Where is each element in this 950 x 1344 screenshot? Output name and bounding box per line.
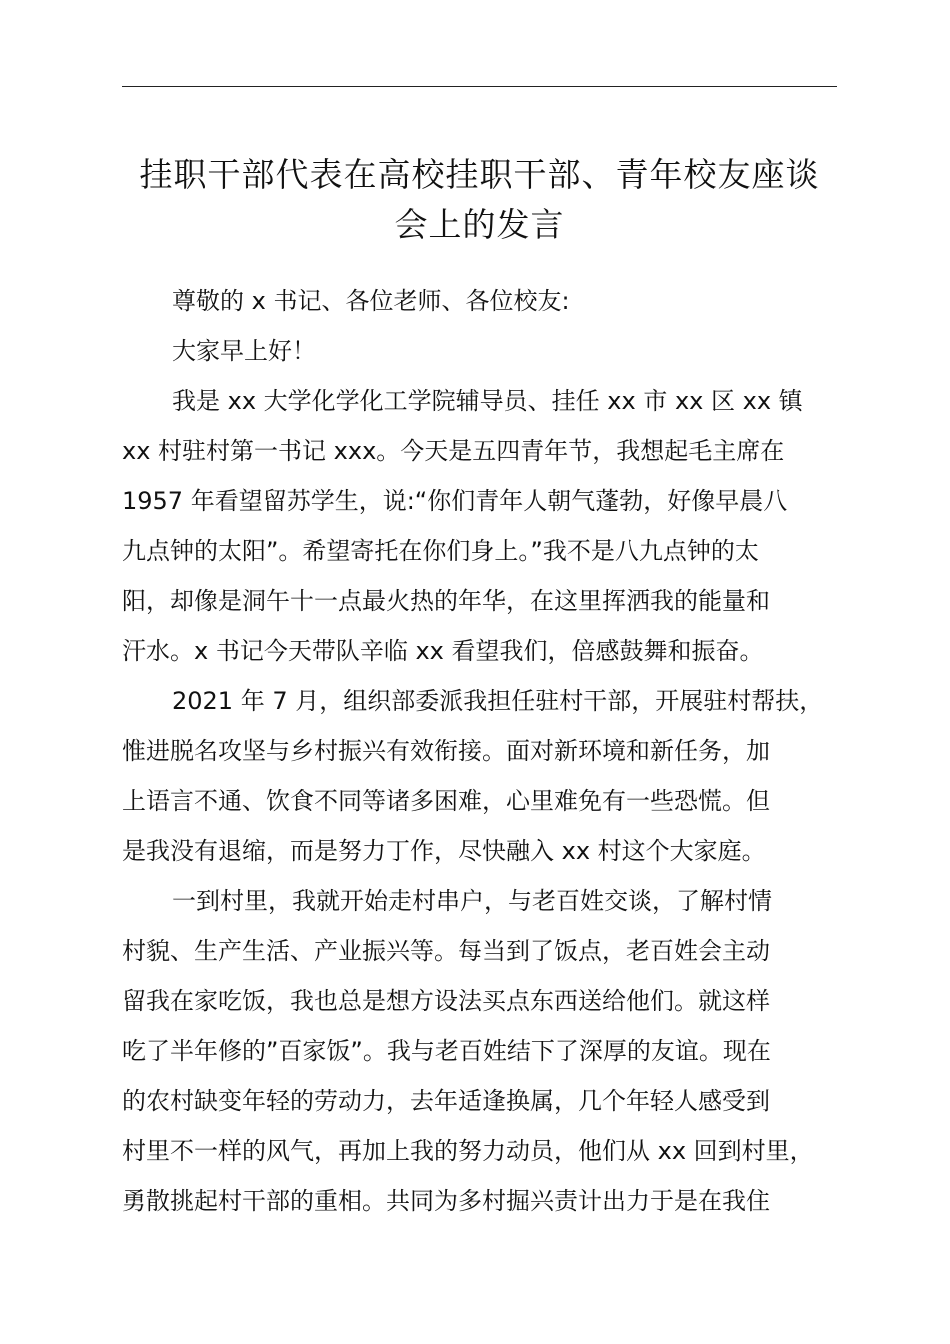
paragraph-line: 惟进脱名攻坚与乡村振兴有效衔接。面对新环境和新任务，加 (122, 737, 770, 765)
paragraph-line: xx 村驻村第一书记 xxx。今天是五四青年节，我想起毛主席在 (122, 437, 785, 465)
paragraph-line: 村貌、生产生活、产业振兴等。每当到了饭点，老百姓会主动 (122, 937, 770, 965)
paragraph-line: 我是 xx 大学化学化工学院辅导员、挂任 xx 市 xx 区 xx 镇 (172, 387, 803, 415)
paragraph-line: 阳，却像是洞午十一点最火热的年华，在这里挥洒我的能量和 (122, 587, 770, 615)
greeting: 大家早上好！ (172, 337, 316, 365)
paragraph-line: 九点钟的太阳”。希望寄托在你们身上。”我不是八九点钟的太 (122, 537, 759, 565)
paragraph-line: 的农村缺变年轻的劳动力，去年适逢换属，几个年轻人感受到 (122, 1087, 770, 1115)
paragraph-line: 一到村里，我就开始走村串户，与老百姓交谈，了解村情 (172, 887, 772, 915)
paragraph-line: 汗水。x 书记今天带队辛临 xx 看望我们，倍感鼓舞和振奋。 (122, 637, 764, 665)
paragraph-line: 2021 年 7 月，组织部委派我担任驻村干部，开展驻村帮扶， (172, 687, 824, 715)
document-title (122, 150, 837, 250)
title-line: 挂职干部代表在高校挂职干部、青年校友座谈 (139, 155, 820, 194)
paragraph-line: 村里不一样的风气，再加上我的努力动员，他们从 xx 回到村里， (122, 1137, 814, 1165)
paragraph-line: 上语言不通、饮食不同等诸多困难，心里难免有一些恐慌。但 (122, 787, 770, 815)
header-rule (122, 86, 837, 87)
paragraph-line: 是我没有退缩，而是努力丁作，尽快融入 xx 村这个大家庭。 (122, 837, 766, 865)
title-line: 会上的发言 (394, 205, 565, 244)
salutation: 尊敬的 x 书记、各位老师、各位校友: (172, 287, 570, 315)
paragraph-line: 吃了半年修的”百家饭”。我与老百姓结下了深厚的友谊。现在 (122, 1037, 771, 1065)
document-body (122, 276, 862, 1226)
paragraph-line: 1957 年看望留苏学生，说:“你们青年人朝气蓬勃，好像早晨八 (122, 487, 788, 515)
paragraph-line: 留我在家吃饭，我也总是想方设法买点东西送给他们。就这样 (122, 987, 770, 1015)
paragraph-line: 勇散挑起村干部的重相。共同为多村掘兴责计出力于是在我住 (122, 1187, 770, 1215)
